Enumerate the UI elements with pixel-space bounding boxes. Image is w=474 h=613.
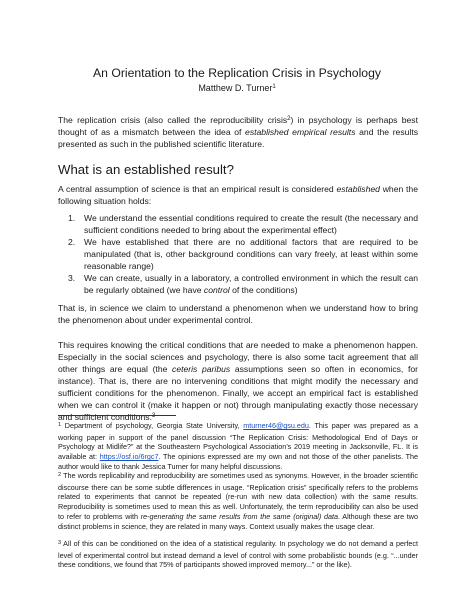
footnote-mark: 3 <box>58 539 62 546</box>
footnote-text-end: . Although these are two distinct problems in science, they are related in many ways. Context usually makes the usage clear. <box>58 511 418 531</box>
footnote-text-middle: . This paper was prepared as a working paper in support of the panel discussion “The Replication Crisis: Methodological End of Days or Psychology at Midlife?” at the Southeastern Psychological Association’s 2019 meeting in Jacksonville, FL. It is available at: <box>58 421 419 462</box>
assumption-emphasis: established <box>336 184 380 194</box>
footnote-ref-2: 2 <box>287 116 291 122</box>
assumption-text-end: when the following situation holds: <box>58 184 418 206</box>
intro-text-middle: ) in psychology is perhaps best thought of as a mismatch between the idea of <box>58 115 418 137</box>
footnote-2 <box>58 471 418 531</box>
footnote-3 <box>58 539 418 570</box>
author-line <box>0 82 474 94</box>
section-heading: What is an established result? <box>58 162 234 177</box>
list-item <box>58 272 418 296</box>
author-name: Matthew D. Turner <box>198 83 273 93</box>
intro-text-end: and the results presented as such in the published scientific literature. <box>58 127 419 149</box>
footnote-1 <box>58 421 418 472</box>
list-item <box>58 236 418 272</box>
intro-emphasis: established empirical results <box>245 127 356 137</box>
list-item-text-end: of the conditions) <box>229 285 298 295</box>
list-item-text: We understand the essential conditions required to create the result (the necessary and sufficient conditions needed to bring about the experimental effect) <box>84 213 418 235</box>
list-item-text: We have established that there are no additional factors that are required to be manipulated (that is, other background conditions can vary freely, at least within some reasonable range) <box>84 237 418 271</box>
list-item-emphasis: control <box>203 285 230 295</box>
requirement-emphasis: ceteris paribus <box>172 364 231 374</box>
requirement-text-end: assumptions seen so often in economics, for instance). That is, there are no intervening conditions that might modify the necessary and sufficient conditions for the phenomenon. Finally, we accept an empirical fact is established when we can control it (make it happen or not) through manipulating exactly those necessary and sufficient conditions. <box>58 364 418 422</box>
footnote-text-end: . The opinions expressed are my own and not those of the other panelists. The author would like to thank Jessica Turner for many helpful discussions. <box>58 452 419 471</box>
intro-text-start: The replication crisis (also called the reproducibility crisis <box>58 115 288 125</box>
footnote-text: The words replicability and reproducibility are sometimes used as synonyms. However, in the broader scientific discourse there can be some subtle differences in usage. “Replication crisis” specifically refers to the problems related to experiments that cannot be repeated (re-run with new data collection) with the same results. Reproducibility is sometimes used to mean this as well. Unfortunately, the term reproducibility can also be used to refer to problems with <box>58 471 418 521</box>
requirement-paragraph <box>58 339 418 423</box>
list-item-number: 2. <box>68 237 76 247</box>
assumption-paragraph <box>58 183 418 207</box>
assumption-text-start: A central assumption of science is that an empirical result is considered <box>58 184 337 194</box>
footnote-ref-3: 3 <box>151 413 156 419</box>
footnote-text: Department of psychology, Georgia State University, <box>61 421 244 430</box>
list-item-number: 3. <box>68 273 76 283</box>
conditions-list <box>58 212 418 296</box>
requirement-text-start: This requires knowing the critical conditions that are needed to make a phenomenon happen. Especially in the social sciences and psychology, there is also some tacit agreement that all other things are equal (the <box>58 340 418 374</box>
author-email-link[interactable]: mturner46@gsu.edu <box>243 421 309 430</box>
footnote-emphasis: re-generating the same results from the same (original) data <box>140 511 338 521</box>
footnote-text: All of this can be conditioned on the idea of a statistical regularity. In psychology we do not demand a perfect level of experimental control but instead demand a level of control with some probabilistic bounds (e.g. “...under these conditions, we found that 75% of participants showed improved memory...” or the like). <box>58 539 418 570</box>
footnote-mark: 2 <box>58 471 62 478</box>
footnote-divider <box>58 415 176 416</box>
intro-paragraph <box>58 114 418 150</box>
author-footnote-mark: 1 <box>272 84 276 90</box>
summary-paragraph: That is, in science we claim to understand a phenomenon when we understand how to bring the phenomenon about under experimental control. <box>58 303 418 325</box>
list-item <box>58 212 418 236</box>
list-item-text: We can create, usually in a laboratory, a controlled environment in which the result can be regularly obtained (we have <box>84 273 418 295</box>
list-item-number: 1. <box>68 213 76 223</box>
paper-title: An Orientation to the Replication Crisis in Psychology <box>93 66 381 80</box>
osf-link[interactable]: https://osf.io/6rgc7 <box>99 452 159 462</box>
footnote-mark: 1 <box>58 421 62 428</box>
